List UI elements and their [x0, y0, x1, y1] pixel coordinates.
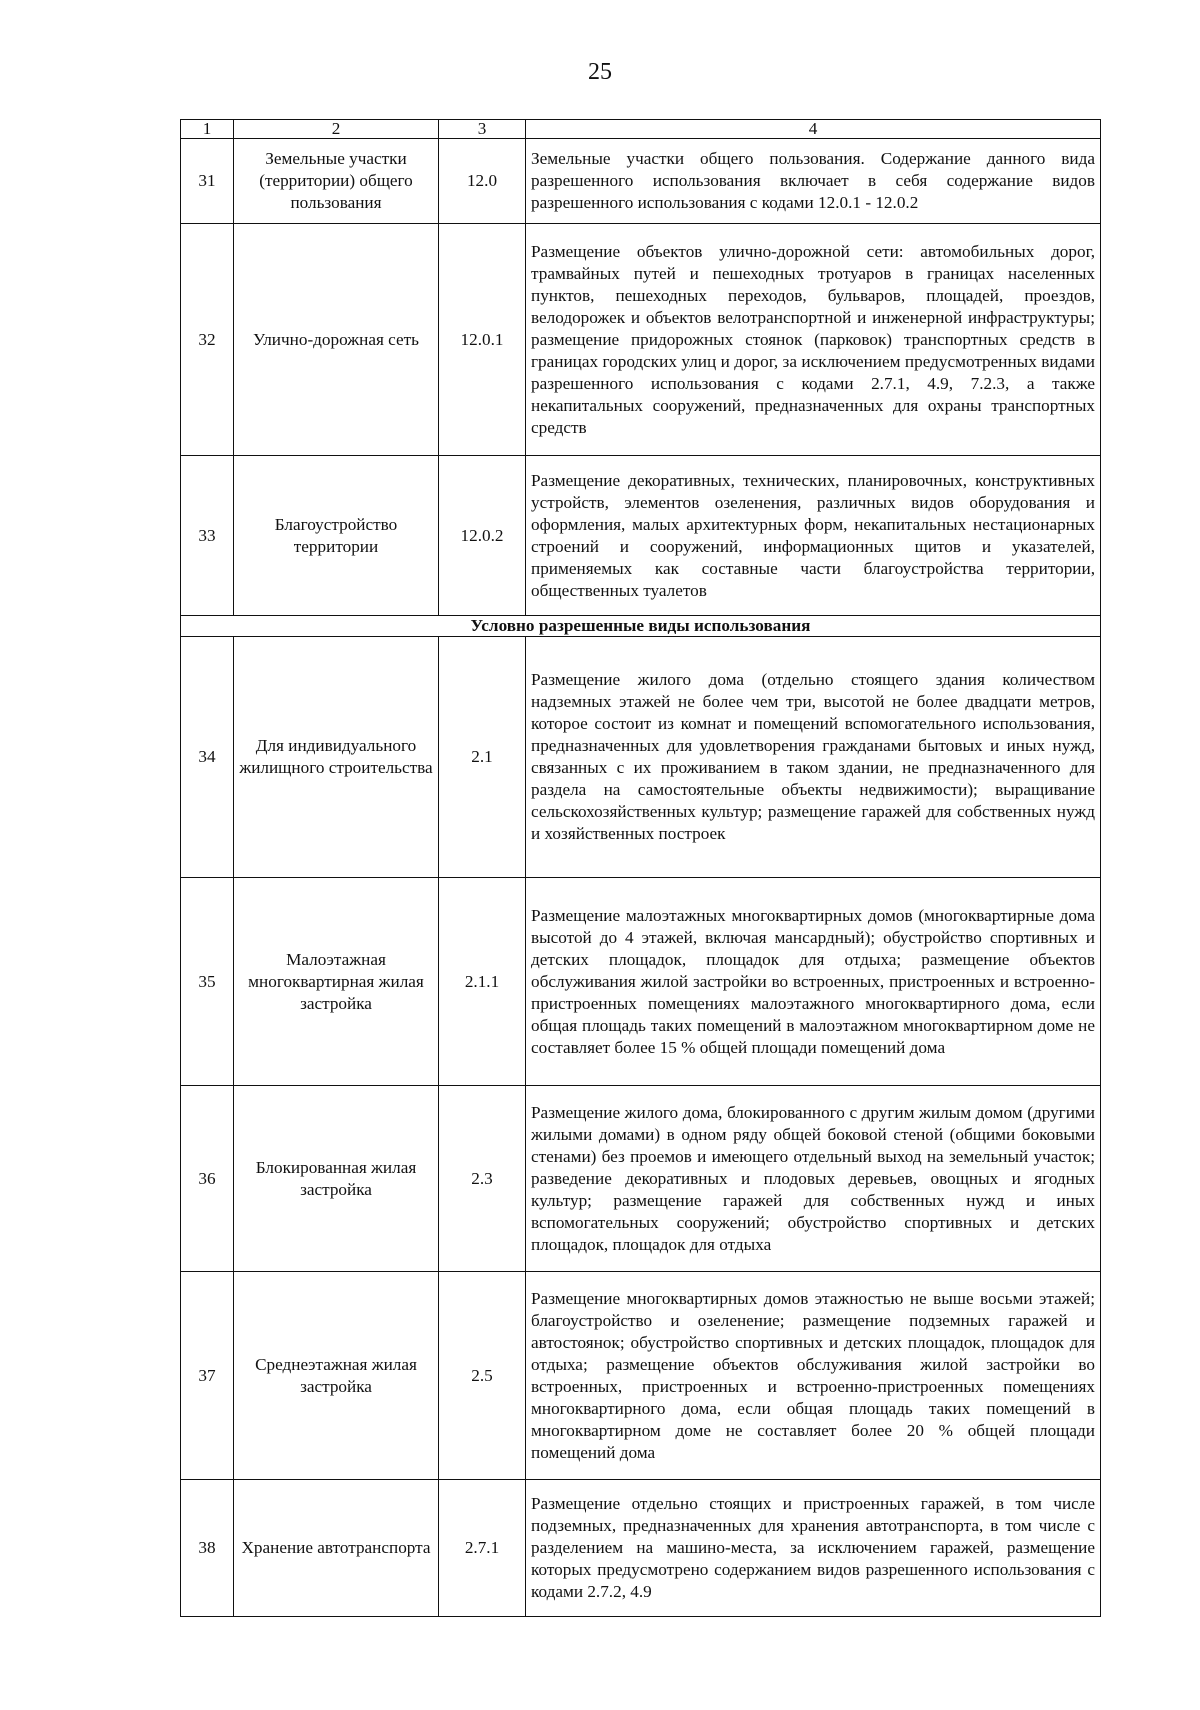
- row-name: Малоэтажная многоквартирная жилая застройка: [234, 878, 439, 1086]
- table-row: [181, 1086, 1101, 1272]
- row-number: 35: [181, 878, 234, 1086]
- row-name: Улично-дорожная сеть: [234, 224, 439, 456]
- row-description: Размещение отдельно стоящих и пристроенных гаражей, в том числе подземных, предназначенных для хранения автотранспорта, в том числе с разделением на машино-места, за исключением гаражей, размещение которых предусмотрено содержанием видов разрешенного использования с кодами 2.7.2, 4.9: [526, 1480, 1101, 1617]
- header-col-2: 2: [234, 120, 439, 139]
- page-number: 25: [588, 59, 612, 85]
- row-name: Благоустройство территории: [234, 456, 439, 616]
- row-description: Размещение малоэтажных многоквартирных домов (многоквартирные дома высотой до 4 этажей, включая мансардный); обустройство спортивных и детских площадок, площадок для отдыха; размещение объектов обслуживания жилой застройки во встроенных, пристроенных и встроенно-пристроенных помещениях малоэтажного многоквартирного дома, если общая площадь таких помещений в малоэтажном многоквартирном доме не составляет более 15 % общей площади помещений дома: [526, 878, 1101, 1086]
- row-name: Среднеэтажная жилая застройка: [234, 1272, 439, 1480]
- header-col-3: 3: [439, 120, 526, 139]
- header-col-1: 1: [181, 120, 234, 139]
- land-use-table: [180, 119, 1101, 1617]
- row-description: Земельные участки общего пользования. Содержание данного вида разрешенного использования включает в себя содержание видов разрешенного использования с кодами 12.0.1 - 12.0.2: [526, 139, 1101, 224]
- row-number: 31: [181, 139, 234, 224]
- row-number: 33: [181, 456, 234, 616]
- row-code: 12.0.1: [439, 224, 526, 456]
- table-header-row: [181, 120, 1101, 139]
- section-header-row: [181, 616, 1101, 637]
- row-description: Размещение декоративных, технических, планировочных, конструктивных устройств, элементов озеленения, различных видов оборудования и оформления, малых архитектурных форм, некапитальных нестационарных строений и сооружений, информационных щитов и указателей, применяемых как составные части благоустройства территории, общественных туалетов: [526, 456, 1101, 616]
- row-number: 37: [181, 1272, 234, 1480]
- row-name: Для индивидуального жилищного строительства: [234, 637, 439, 878]
- row-number: 38: [181, 1480, 234, 1617]
- header-col-4: 4: [526, 120, 1101, 139]
- row-description: Размещение многоквартирных домов этажностью не выше восьми этажей; благоустройство и озеленение; размещение подземных гаражей и автостоянок; обустройство спортивных и детских площадок, площадок для отдыха; размещение объектов обслуживания жилой застройки во встроенных, пристроенных и встроенно-пристроенных помещениях многоквартирного дома, если общая площадь таких помещений в многоквартирном доме не составляет более 20 % общей площади помещений дома: [526, 1272, 1101, 1480]
- row-name: Земельные участки (территории) общего пользования: [234, 139, 439, 224]
- row-description: Размещение объектов улично-дорожной сети: автомобильных дорог, трамвайных путей и пешеходных тротуаров в границах населенных пунктов, пешеходных переходов, бульваров, площадей, проездов, велодорожек и объектов велотранспортной и инженерной инфраструктуры; размещение придорожных стоянок (парковок) транспортных средств в границах городских улиц и дорог, за исключением предусмотренных видами разрешенного использования с кодами 2.7.1, 4.9, 7.2.3, а также некапитальных сооружений, предназначенных для охраны транспортных средств: [526, 224, 1101, 456]
- table-row: [181, 878, 1101, 1086]
- section-title: Условно разрешенные виды использования: [181, 616, 1101, 637]
- row-number: 34: [181, 637, 234, 878]
- row-code: 12.0: [439, 139, 526, 224]
- table-row: [181, 139, 1101, 224]
- table-row: [181, 1480, 1101, 1617]
- row-name: Хранение автотранспорта: [234, 1480, 439, 1617]
- table-row: [181, 224, 1101, 456]
- row-code: 2.7.1: [439, 1480, 526, 1617]
- row-number: 36: [181, 1086, 234, 1272]
- table-row: [181, 637, 1101, 878]
- row-description: Размещение жилого дома, блокированного с другим жилым домом (другими жилыми домами) в одном ряду общей боковой стеной (общими боковыми стенами) без проемов и имеющего отдельный выход на земельный участок; разведение декоративных и плодовых деревьев, овощных и ягодных культур; размещение гаражей для собственных нужд и иных вспомогательных сооружений; обустройство спортивных и детских площадок, площадок для отдыха: [526, 1086, 1101, 1272]
- table-row: [181, 1272, 1101, 1480]
- row-number: 32: [181, 224, 234, 456]
- table-row: [181, 456, 1101, 616]
- row-name: Блокированная жилая застройка: [234, 1086, 439, 1272]
- row-code: 2.3: [439, 1086, 526, 1272]
- row-code: 12.0.2: [439, 456, 526, 616]
- row-description: Размещение жилого дома (отдельно стоящего здания количеством надземных этажей не более чем три, высотой не более двадцати метров, которое состоит из комнат и помещений вспомогательного использования, предназначенных для удовлетворения гражданами бытовых и иных нужд, связанных с их проживанием в таком здании, не предназначенного для раздела на самостоятельные объекты недвижимости); выращивание сельскохозяйственных культур; размещение гаражей для собственных нужд и хозяйственных построек: [526, 637, 1101, 878]
- row-code: 2.1: [439, 637, 526, 878]
- row-code: 2.5: [439, 1272, 526, 1480]
- row-code: 2.1.1: [439, 878, 526, 1086]
